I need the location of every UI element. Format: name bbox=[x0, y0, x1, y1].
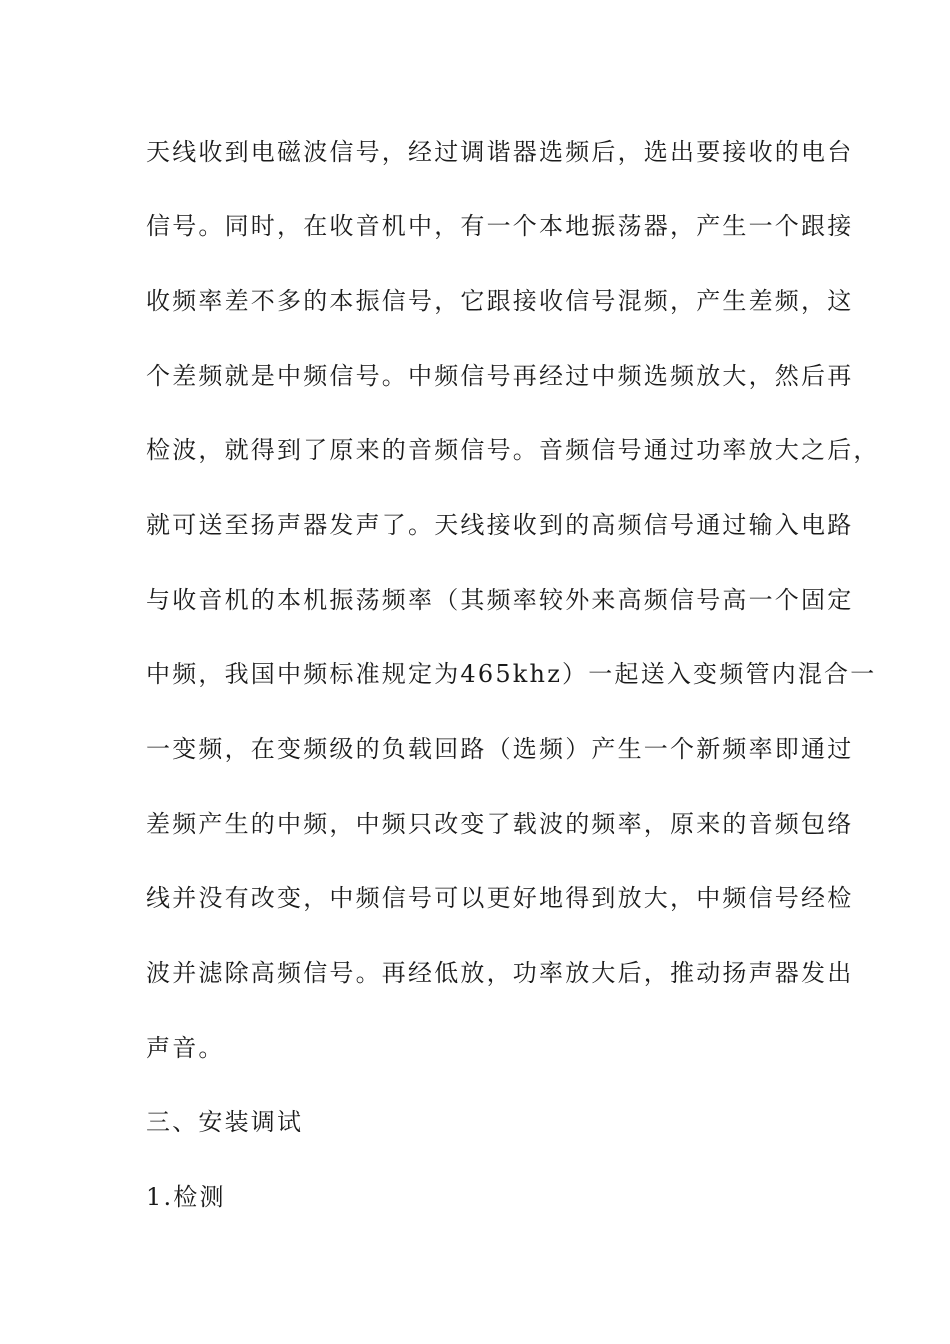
subsection-heading: 1.检测 bbox=[146, 1183, 226, 1211]
paragraph-line: 就可送至扬声器发声了。天线接收到的高频信号通过输入电路 bbox=[146, 511, 854, 539]
section-heading: 三、安装调试 bbox=[146, 1108, 304, 1136]
paragraph-line: 信号。同时，在收音机中，有一个本地振荡器，产生一个跟接 bbox=[146, 212, 854, 240]
paragraph-line: 差频产生的中频，中频只改变了载波的频率，原来的音频包络 bbox=[146, 810, 854, 838]
paragraph-line: 检波，就得到了原来的音频信号。音频信号通过功率放大之后， bbox=[146, 436, 880, 464]
paragraph-line: 收频率差不多的本振信号，它跟接收信号混频，产生差频，这 bbox=[146, 287, 854, 315]
paragraph-line: 线并没有改变，中频信号可以更好地得到放大，中频信号经检 bbox=[146, 884, 854, 912]
paragraph-line: 中频，我国中频标准规定为465khz）一起送入变频管内混合一 bbox=[146, 660, 877, 688]
paragraph-line: 与收音机的本机振荡频率（其频率较外来高频信号高一个固定 bbox=[146, 586, 854, 614]
paragraph-line: 波并滤除高频信号。再经低放，功率放大后，推动扬声器发出 bbox=[146, 959, 854, 987]
paragraph-line: 天线收到电磁波信号，经过调谐器选频后，选出要接收的电台 bbox=[146, 138, 854, 166]
paragraph-line: 个差频就是中频信号。中频信号再经过中频选频放大，然后再 bbox=[146, 362, 854, 390]
paragraph-line: 一变频，在变频级的负载回路（选频）产生一个新频率即通过 bbox=[146, 735, 854, 763]
paragraph-line: 声音。 bbox=[146, 1034, 225, 1062]
